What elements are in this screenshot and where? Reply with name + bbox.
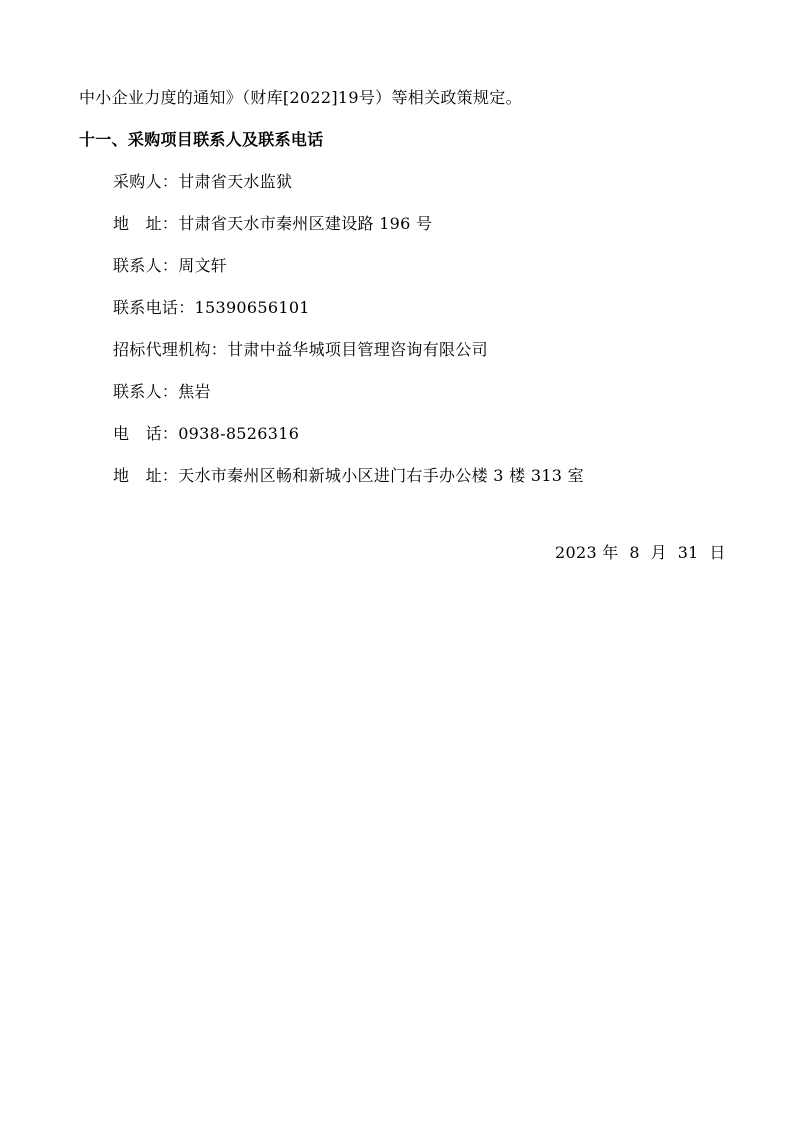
contact-label: 地 址： bbox=[113, 466, 179, 485]
contact-agency-phone bbox=[113, 424, 299, 444]
contact-label: 地 址： bbox=[113, 214, 179, 233]
section-heading-contacts: 十一、采购项目联系人及联系电话 bbox=[79, 130, 324, 149]
contact-value: 15390656101 bbox=[194, 298, 310, 317]
contact-value: 焦岩 bbox=[178, 382, 211, 401]
contact-agency bbox=[113, 340, 488, 360]
contact-purchaser-phone bbox=[113, 298, 310, 318]
contact-value: 甘肃省天水监狱 bbox=[178, 172, 293, 191]
contact-value: 天水市秦州区畅和新城小区进门右手办公楼 3 楼 313 室 bbox=[178, 466, 584, 485]
contact-label: 采购人： bbox=[113, 172, 179, 191]
contact-agency-address bbox=[113, 466, 584, 486]
contact-label: 招标代理机构： bbox=[113, 340, 228, 359]
contact-label: 电 话： bbox=[113, 424, 179, 443]
contact-purchaser-address bbox=[113, 214, 432, 234]
contact-purchaser-person bbox=[113, 256, 227, 276]
contact-label: 联系人： bbox=[113, 382, 179, 401]
contact-value: 周文轩 bbox=[178, 256, 228, 275]
contact-value: 甘肃中益华城项目管理咨询有限公司 bbox=[227, 340, 488, 359]
contact-value: 0938-8526316 bbox=[178, 424, 300, 443]
contact-agency-person bbox=[113, 382, 211, 402]
contact-purchaser bbox=[113, 172, 292, 192]
document-date: 2023 年 8 月 31 日 bbox=[555, 543, 726, 562]
policy-paragraph-tail: 中小企业力度的通知》（财库[2022]19号）等相关政策规定。 bbox=[79, 88, 522, 107]
contact-label: 联系人： bbox=[113, 256, 179, 275]
contact-label: 联系电话： bbox=[113, 298, 195, 317]
contact-value: 甘肃省天水市秦州区建设路 196 号 bbox=[178, 214, 433, 233]
